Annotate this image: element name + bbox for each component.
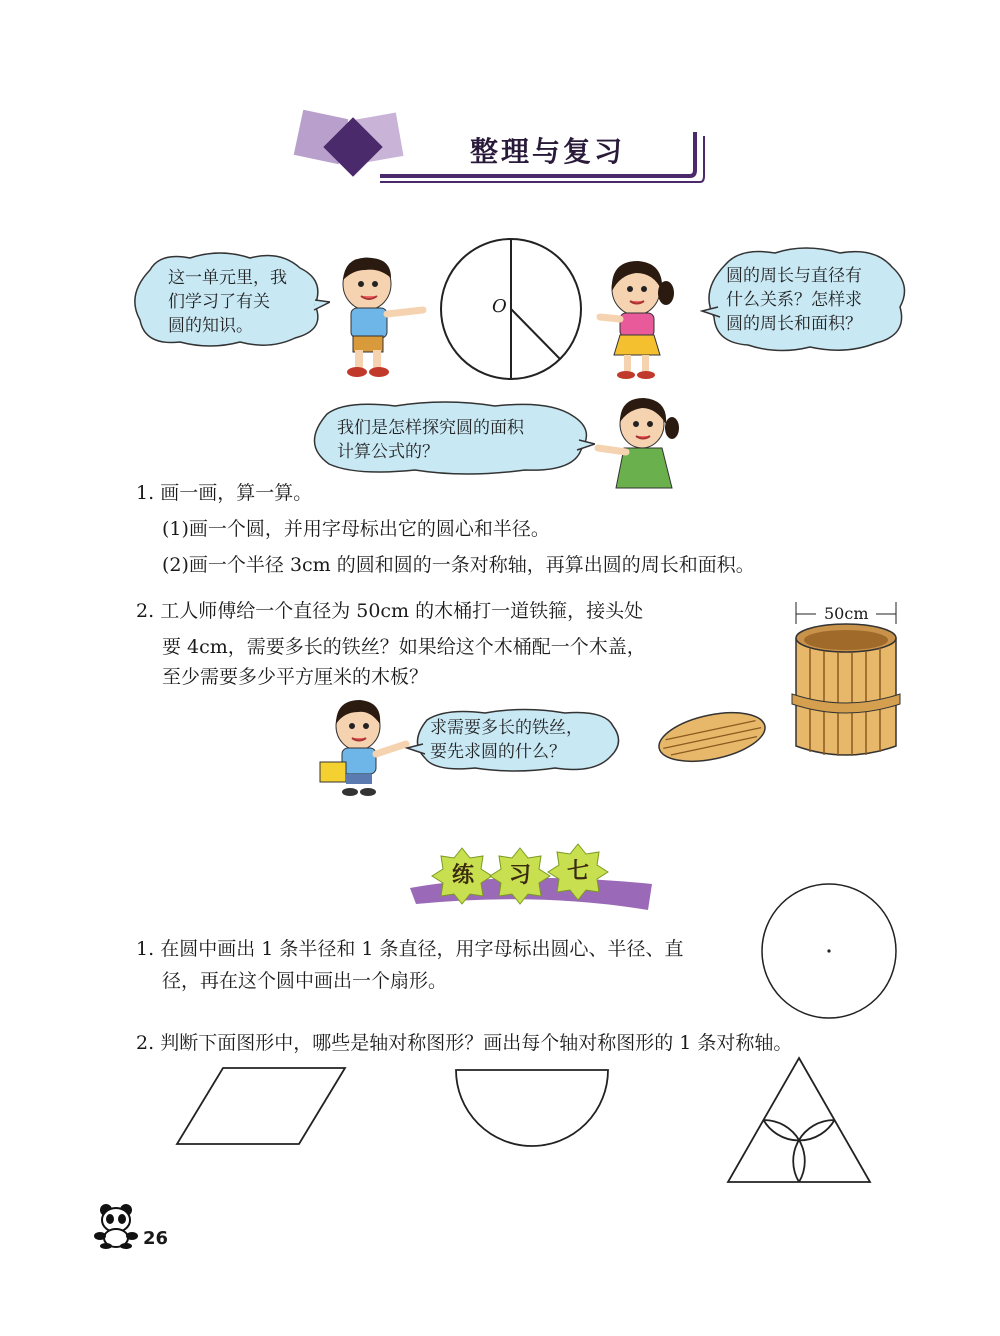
question-number: 2. [136,1032,155,1054]
question-text: 画一画，算一算。 [160,482,313,504]
bubble-line: 什么关系？怎样求 [726,290,862,310]
question-text: 工人师傅给一个直径为 50cm 的木桶打一道铁箍，接头处 [160,600,644,622]
question-text: 至少需要多少平方厘米的木板？ [162,666,429,688]
circle-diagram [438,236,584,382]
wooden-lid [656,710,768,764]
question-number: 1. [136,482,155,504]
parallelogram-shape [175,1066,350,1148]
bubble-line: 圆的知识。 [168,316,253,336]
center-label: O [492,296,507,317]
boy-illustration-2 [318,696,418,800]
question-number: 1. [136,938,155,960]
bubble-line: 圆的周长和面积？ [726,314,862,334]
boy-illustration [325,250,430,380]
exercise-circle [760,882,898,1020]
bubble-line: 这一单元里，我 [168,268,287,288]
page-number: 26 [143,1228,169,1249]
question-text: 在圆中画出 1 条半径和 1 条直径，用字母标出圆心、半径、直 [160,938,684,960]
section-title: 整理与复习 [470,135,626,168]
triangle-arcs-shape [724,1054,874,1186]
question-text: 判断下面图形中，哪些是轴对称图形？画出每个轴对称图形的 1 条对称轴。 [160,1032,793,1054]
girl-illustration-2 [592,392,692,492]
question-text: 径，再在这个圆中画出一个扇形。 [162,970,448,992]
semicircle-shape [452,1066,612,1150]
question-text: 要 4cm，需要多长的铁丝？如果给这个木桶配一个木盖， [162,636,646,658]
exercise-title-char: 习 [509,863,532,888]
barrel-diameter-label: 50cm [824,604,869,623]
question-part: (1)画一个圆，并用字母标出它的圆心和半径。 [162,518,550,540]
bubble-line: 圆的周长与直径有 [726,266,862,286]
question-number: 2. [136,600,155,622]
bubble-line: 计算公式的？ [337,442,439,462]
exercise-title-char: 七 [567,859,590,884]
bubble-line: 求需要多长的铁丝， [430,718,583,738]
question-part: (2)画一个半径 3cm 的圆和圆的一条对称轴，再算出圆的周长和面积。 [162,554,755,576]
bubble-line: 要先求圆的什么？ [430,742,566,762]
panda-icon [90,1200,140,1250]
bubble-line: 我们是怎样探究圆的面积 [337,418,524,438]
girl-illustration [596,255,686,385]
bubble-line: 们学习了有关 [168,292,270,312]
exercise-title-char: 练 [452,863,475,888]
